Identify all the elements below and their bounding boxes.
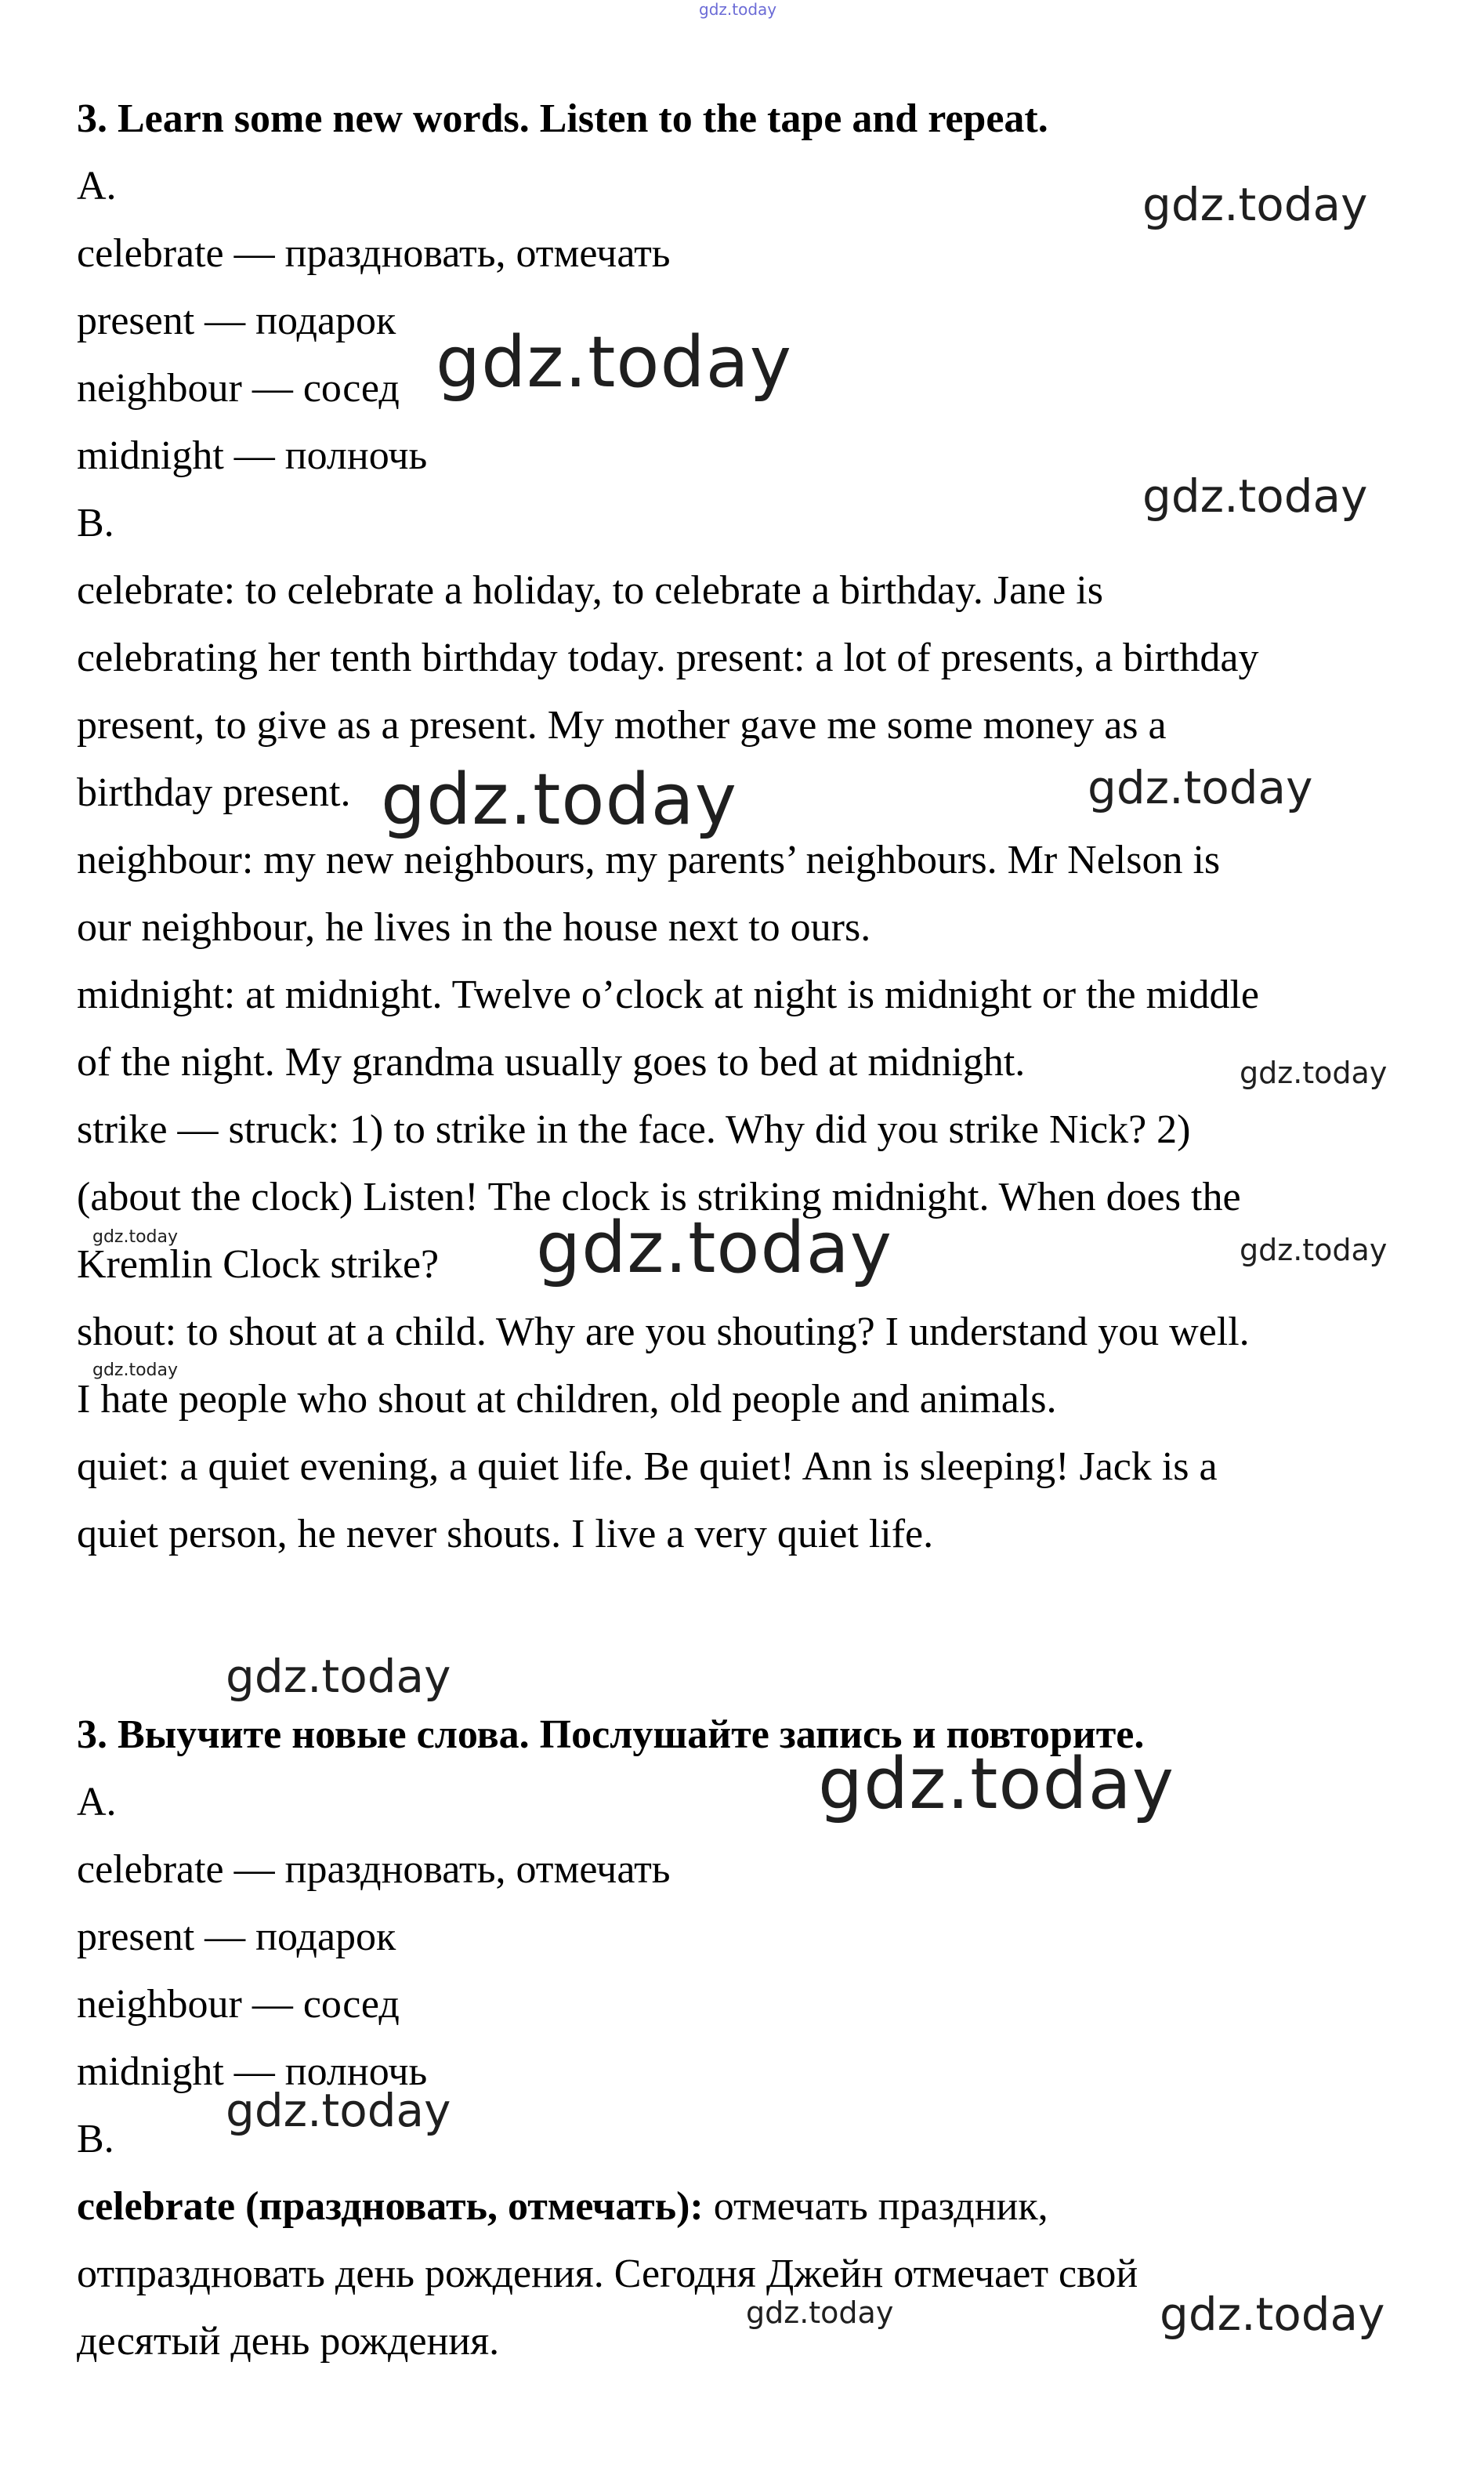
watermark: gdz.today [1088, 761, 1313, 814]
watermark: gdz.today [1142, 178, 1368, 231]
section-a-label-en: A. [77, 164, 117, 208]
text-line: quiet person, he never shouts. I live a very quiet life. [77, 1512, 934, 1556]
section-a-label-ru: A. [77, 1780, 117, 1824]
watermark: gdz.today [381, 759, 738, 841]
exercise-heading-en: 3. Learn some new words. Listen to the tape and repeat. [77, 96, 1048, 141]
watermark: gdz.today [1142, 469, 1368, 523]
text-line: birthday present. [77, 770, 351, 815]
vocab-item: neighbour — сосед [77, 1982, 400, 2027]
watermark: gdz.today [1240, 1233, 1388, 1267]
text-line: десятый день рождения. [77, 2319, 500, 2364]
watermark: gdz.today [226, 2084, 451, 2137]
entry-term: celebrate (праздновать, отмечать): [77, 2184, 704, 2229]
vocab-item: midnight — полночь [77, 2049, 428, 2094]
text-line: Kremlin Clock strike? [77, 1242, 440, 1287]
watermark: gdz.today [818, 1743, 1175, 1825]
vocab-item: neighbour — сосед [77, 366, 400, 411]
section-b-label-en: B. [77, 501, 114, 545]
text-line: our neighbour, he lives in the house next to ours. [77, 905, 871, 950]
vocab-item: midnight — полночь [77, 433, 428, 478]
section-b-label-ru: B. [77, 2117, 114, 2161]
vocab-item: celebrate — праздновать, отмечать [77, 1847, 671, 1892]
text-line: midnight: at midnight. Twelve o’clock at night is midnight or the middle [77, 973, 1259, 1017]
text-line: отпраздновать день рождения. Сегодня Джейн отмечает свой [77, 2252, 1138, 2296]
vocab-item: celebrate — праздновать, отмечать [77, 231, 671, 276]
exercise-heading-ru: 3. Выучите новые слова. Послушайте запись и повторите. [77, 1712, 1145, 1757]
text-line: quiet: a quiet evening, a quiet life. Be quiet! Ann is sleeping! Jack is a [77, 1444, 1218, 1489]
text-line: celebrate: to celebrate a holiday, to celebrate a birthday. Jane is [77, 568, 1103, 613]
watermark: gdz.today [92, 1360, 179, 1380]
text-line: (about the clock) Listen! The clock is striking midnight. When does the [77, 1175, 1241, 1219]
entry-definition: отмечать праздник, [703, 2184, 1048, 2229]
text-line: celebrating her tenth birthday today. present: a lot of presents, a birthday [77, 636, 1259, 680]
watermark: gdz.today [1160, 2288, 1385, 2341]
text-line: present, to give as a present. My mother gave me some money as a [77, 703, 1167, 748]
entry-line [77, 2183, 1048, 2230]
watermark: gdz.today [436, 321, 793, 404]
text-line: I hate people who shout at children, old people and animals. [77, 1377, 1057, 1422]
vocab-item: present — подарок [77, 1915, 396, 1959]
watermark: gdz.today [1240, 1056, 1388, 1090]
watermark-top: gdz.today [699, 0, 777, 19]
watermark: gdz.today [746, 2295, 894, 2330]
watermark: gdz.today [92, 1227, 179, 1247]
text-line: neighbour: my new neighbours, my parents’ neighbours. Mr Nelson is [77, 838, 1221, 882]
text-line: of the night. My grandma usually goes to bed at midnight. [77, 1040, 1026, 1085]
vocab-item: present — подарок [77, 299, 396, 343]
watermark: gdz.today [536, 1207, 893, 1289]
text-line: shout: to shout at a child. Why are you shouting? I understand you well. [77, 1310, 1250, 1354]
watermark: gdz.today [226, 1650, 451, 1703]
text-line: strike — struck: 1) to strike in the face. Why did you strike Nick? 2) [77, 1107, 1191, 1152]
